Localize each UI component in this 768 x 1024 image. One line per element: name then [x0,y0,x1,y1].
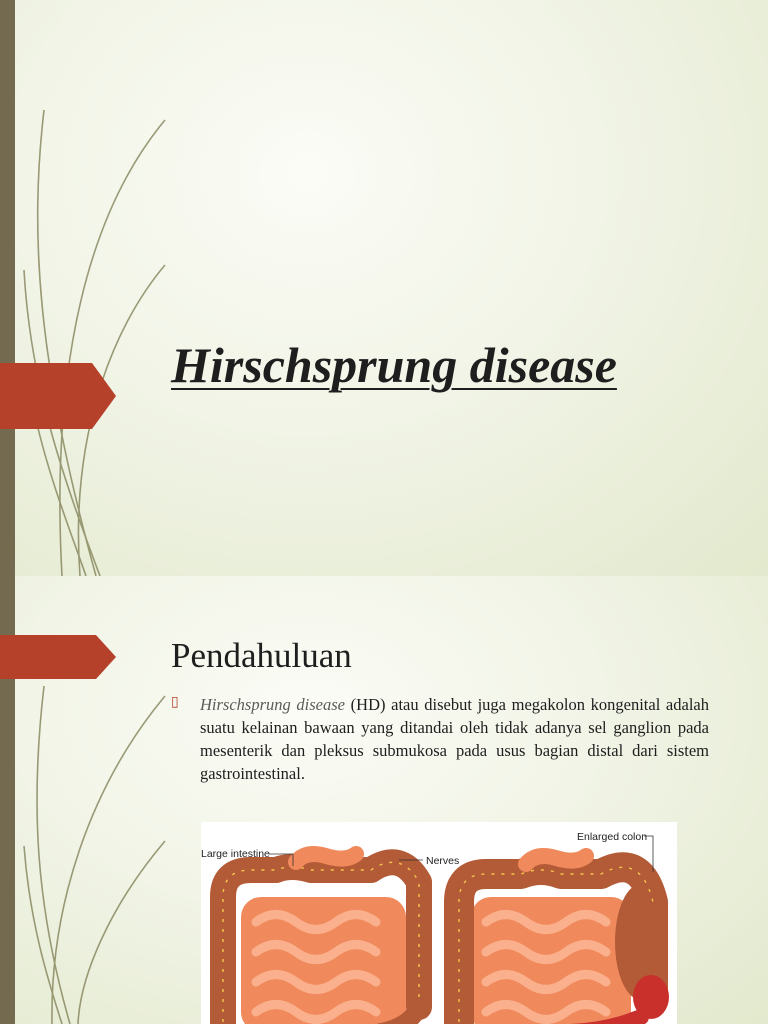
decorative-swooshes [0,0,200,576]
affected-intestine [459,856,669,1024]
slide-heading: Pendahuluan [171,636,352,675]
normal-intestine [223,854,419,1024]
label-large-intestine: Large intestine [201,848,270,860]
label-enlarged-colon: Enlarged colon [577,831,648,843]
intestine-drawing [201,822,677,1024]
bullet-arrow-icon: ▯ [171,695,179,710]
slide-title: Hirschsprung disease [171,337,617,393]
label-nerves: Nerves [426,855,460,867]
accent-arrow-tab [0,635,116,679]
bullet-body: (HD) atau disebut juga megakolon kongenital adalah suatu kelainan bawaan yang ditandai oleh tidak adanya sel ganglion pada mesenterik dan pleksus submukosa pada usus bagian distal dari sistem gastrointestinal. [200,695,709,783]
intestine-illustration [201,822,677,1024]
bullet-item [171,693,709,785]
bullet-text [200,693,709,785]
content-slide [0,576,768,1024]
bullet-term: Hirschsprung disease [200,695,345,714]
accent-arrow-tab [0,363,116,429]
